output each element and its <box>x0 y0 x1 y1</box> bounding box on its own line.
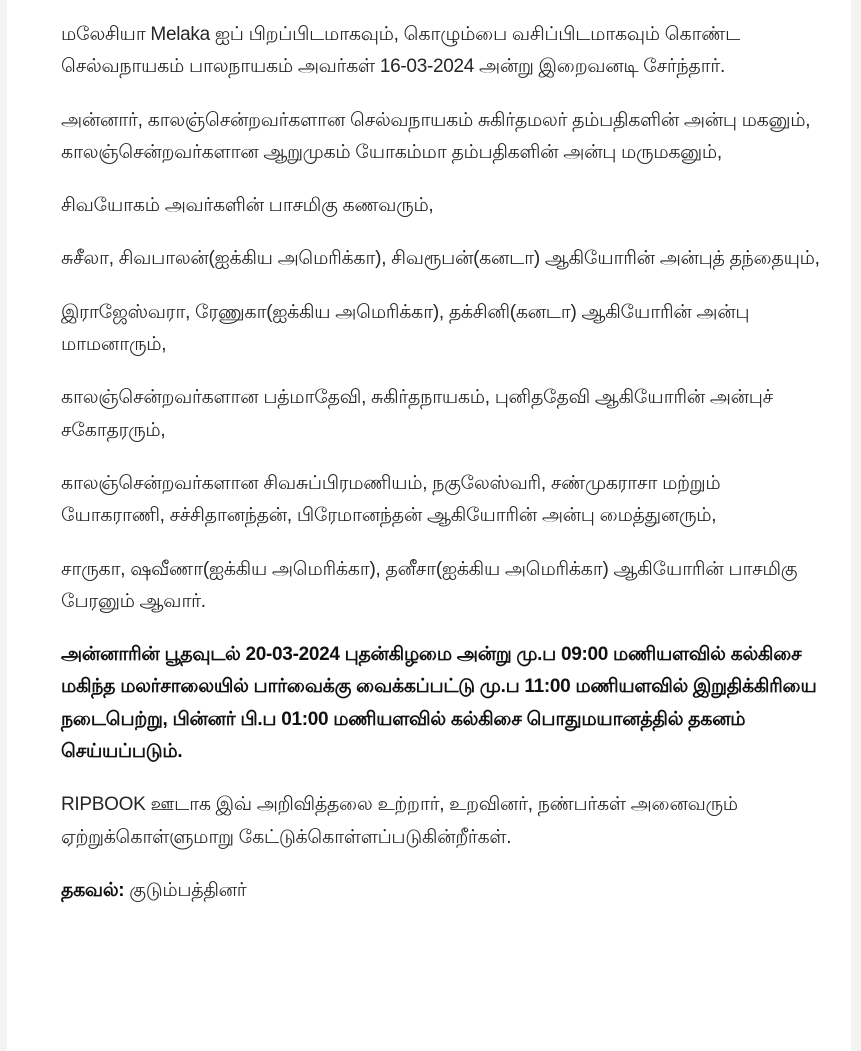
obituary-notice <box>61 19 821 928</box>
page-background <box>7 0 851 1051</box>
notice-paragraph-siblings-in-law: காலஞ்சென்றவர்களான சிவசுப்பிரமணியம், நகுலேஸ்வரி, சண்முகராசா மற்றும் யோகராணி, சச்சிதானந்தன், பிரேமானந்தன் ஆகியோரின் அன்பு மைத்துனரும், <box>61 472 721 527</box>
notice-paragraph-grandchildren: சாருகா, ஷவீணா(ஐக்கிய அமெரிக்கா), தனீசா(ஐக்கிய அமெரிக்கா) ஆகியோரின் பாசமிகு பேரனும் ஆவார். <box>61 558 798 612</box>
notice-paragraph-children: சுசீலா, சிவபாலன்(ஐக்கிய அமெரிக்கா), சிவரூபன்(கனடா) ஆகியோரின் அன்புத் தந்தையும், <box>61 248 820 270</box>
information-label: தகவல்: <box>61 879 125 901</box>
information-value: குடும்பத்தினர் <box>124 879 247 901</box>
funeral-details: அன்னாரின் பூதவுடல் 20-03-2024 புதன்கிழமை அன்று மு.ப 09:00 மணியளவில் கல்கிசை மகிந்த மலர்சாலையில் பார்வைக்கு வைக்கப்பட்டு மு.ப 11:00 மணியளவில் இறுதிக்கிரியை நடைபெற்று, பின்னர் பி.ப 01:00 மணியளவில் கல்கிசை பொதுமயானத்தில் தகனம் செய்யப்படும். <box>61 644 817 763</box>
acceptance-request: RIPBOOK ஊடாக இவ் அறிவித்தலை உற்றார், உறவினர், நண்பர்கள் அனைவரும் ஏற்றுக்கொள்ளுமாறு கேட்டுக்கொள்ளப்படுகின்றீர்கள். <box>61 794 738 848</box>
notice-paragraph-parents: அன்னார், காலஞ்சென்றவர்களான செல்வநாயகம் சுகிர்தமலர் தம்பதிகளின் அன்பு மகனும், காலஞ்சென்றவர்களான ஆறுமுகம் யோகம்மா தம்பதிகளின் அன்பு மருமகனும், <box>61 109 811 163</box>
notice-paragraph-siblings: காலஞ்சென்றவர்களான பத்மாதேவி, சுகிர்தநாயகம், புனிததேவி ஆகியோரின் அன்புச் சகோதரரும், <box>61 387 773 441</box>
notice-paragraph-birth-death: மலேசியா Melaka ஐப் பிறப்பிடமாகவும், கொழும்பை வசிப்பிடமாகவும் கொண்ட செல்வநாயகம் பாலநாயகம் அவர்கள் 16-03-2024 அன்று இறைவனடி சேர்ந்தார். <box>61 24 740 78</box>
notice-paragraph-spouse: சிவயோகம் அவர்களின் பாசமிகு கணவரும், <box>61 195 434 217</box>
information-line <box>61 875 821 907</box>
notice-paragraph-children-in-law: இராஜேஸ்வரா, ரேணுகா(ஐக்கிய அமெரிக்கா), தக்சினி(கனடா) ஆகியோரின் அன்பு மாமனாரும், <box>61 301 750 356</box>
